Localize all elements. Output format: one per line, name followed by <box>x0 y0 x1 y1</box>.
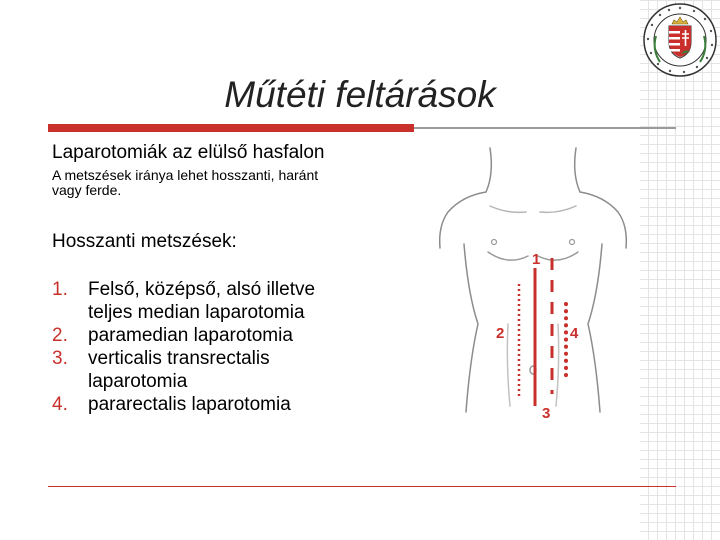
torso-outline <box>490 206 526 212</box>
hungarian-coat-of-arms-seal-icon <box>642 2 718 78</box>
torso-incision-figure <box>428 144 638 440</box>
list-item <box>52 324 382 347</box>
torso-outline <box>440 192 486 248</box>
torso-outline <box>464 244 478 412</box>
list-text: pararectalis laparotomia <box>88 394 291 415</box>
torso-outline <box>588 244 602 412</box>
torso-outline <box>575 148 580 192</box>
incision-direction-note <box>52 168 398 198</box>
incision-label-1: 1 <box>532 251 541 268</box>
list-number: 3. <box>52 348 68 369</box>
torso-outline <box>570 240 575 245</box>
torso-outline <box>540 206 576 212</box>
note-line: vagy ferde. <box>52 182 122 198</box>
incision-label-4: 4 <box>570 325 579 342</box>
incision-label-3: 3 <box>542 405 551 422</box>
subsection-heading: Hosszanti metszések: <box>52 231 237 252</box>
torso-outline <box>507 324 510 406</box>
title-rule-accent <box>48 124 414 132</box>
list-text: paramedian laparotomia <box>88 325 293 346</box>
incision-label-2: 2 <box>496 325 505 342</box>
list-number: 4. <box>52 394 68 415</box>
list-item <box>52 393 382 416</box>
page-title: Műtéti feltárások <box>224 74 496 115</box>
list-item <box>52 347 382 393</box>
torso-outline <box>538 252 578 260</box>
torso-outline <box>492 240 497 245</box>
note-line: A metszések iránya lehet hosszanti, haránt <box>52 167 319 183</box>
list-text: Felső, középső, alsó illetve <box>88 279 316 300</box>
bottom-rule <box>48 486 676 487</box>
torso-outline <box>486 148 491 192</box>
list-text: teljes median laparotomia <box>88 302 305 323</box>
incision-list <box>52 278 382 416</box>
list-text: laparotomia <box>88 371 188 392</box>
title-rule-divider <box>414 127 676 129</box>
list-text: verticalis transrectalis <box>88 348 270 369</box>
torso-outline <box>556 324 559 406</box>
torso-outline <box>580 192 626 248</box>
section-heading: Laparotomiák az elülső hasfalon <box>52 142 325 163</box>
list-number: 2. <box>52 325 68 346</box>
list-number: 1. <box>52 279 68 300</box>
torso-outline <box>488 252 528 260</box>
list-item <box>52 278 382 324</box>
